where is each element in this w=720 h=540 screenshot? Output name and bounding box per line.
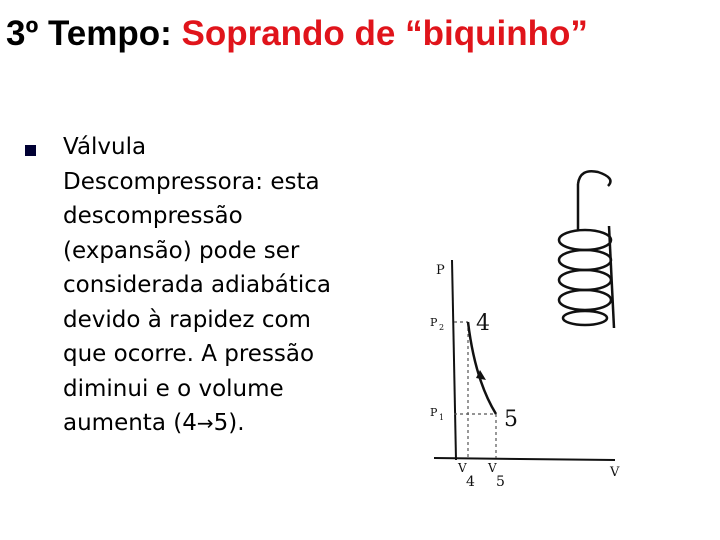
coil-icon [559, 171, 614, 328]
title-highlight: Soprando de “biquinho” [181, 14, 588, 53]
title-prefix: 3º Tempo: [6, 14, 182, 53]
text-line: (expansão) pode ser [63, 237, 300, 264]
v5-label: V [488, 461, 497, 475]
text-line: considerada adiabática [63, 272, 331, 298]
last-line-prefix: aumenta (4 [63, 410, 197, 436]
text-line: que ocorre. A pressão [63, 341, 315, 367]
p1-label: P [430, 406, 438, 419]
p1-subscript: 1 [439, 413, 445, 422]
pv-diagram-figure [420, 160, 640, 500]
axis-p-label: P [436, 263, 445, 278]
state-4-label: 4 [476, 311, 490, 336]
v4-label: V [458, 461, 467, 475]
text-line: devido à rapidez com [63, 306, 311, 333]
last-line-suffix: 5). [213, 410, 245, 436]
state-5-label: 5 [504, 407, 518, 432]
slide-title [6, 12, 720, 56]
text-line: Descompressora: esta [63, 168, 320, 195]
bullet-square-icon [25, 145, 36, 156]
bullet-text [63, 130, 393, 441]
axis-v-label: V [610, 465, 620, 480]
v5-subscript: 5 [496, 474, 505, 490]
text-line: Válvula [63, 134, 147, 160]
arrow-right-icon: → [196, 411, 214, 435]
text-line-last [63, 406, 393, 441]
p2-subscript: 2 [439, 323, 445, 332]
p2-label: P [430, 316, 438, 329]
text-line: descompressão [63, 203, 243, 229]
text-line: diminui e o volume [63, 375, 284, 402]
v4-subscript: 4 [466, 474, 475, 490]
guide-lines [454, 322, 496, 458]
